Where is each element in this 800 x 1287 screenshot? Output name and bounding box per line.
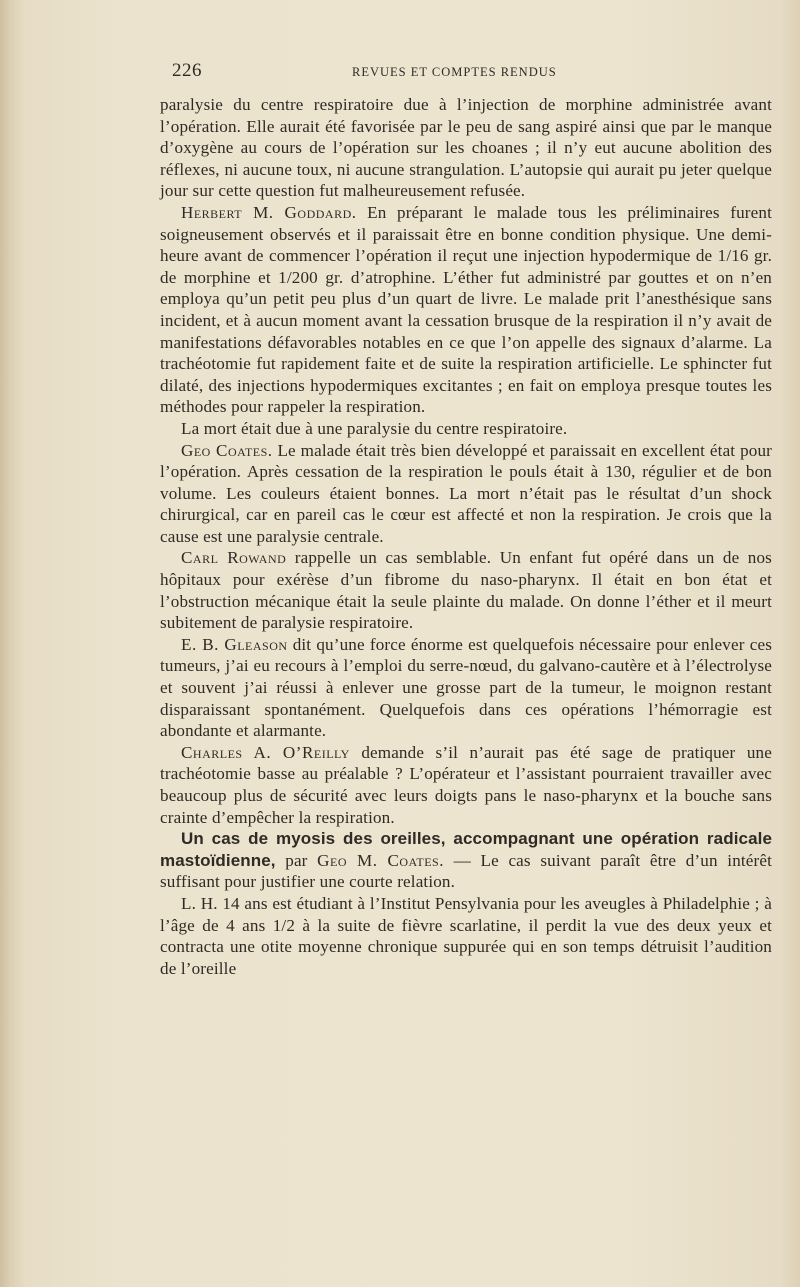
paragraph-text: En préparant le malade tous les préliminaires furent soigneusement observés et il paraissait être en bonne condition physique. Une demi-heure avant de commencer l’opération il reçut une injection hypodermique de 1/16 gr. de morphine et 1/200 gr. d’atrophine. L’éther fut administré par gouttes et on n’en employa qu’un petit peu plus d’un quart de livre. Le malade prit l’anesthésique sans incident, et à aucun moment avant la cessation brusque de la respiration il n’y avait de manifestations défavorables notables en ce que l’on appelle des signaux d’alarme. La trachéotomie fut rapidement faite et de suite la respiration artificielle. Le sphincter fut dilaté, des injections hypodermiques excitantes ; en fait on employa presque toutes les méthodes pour rappeler la respiration. bbox=[160, 202, 772, 417]
speaker-name: Carl Rowand bbox=[181, 548, 287, 568]
speaker-name: Charles A. O’Reilly bbox=[181, 742, 350, 762]
paragraph-text: paralysie du centre respiratoire due à l’injection de morphine administrée avant l’opération. Elle aurait été favorisée par le peu de sang aspiré ainsi que par le manque d’oxygène au cours de l’opération sur les choanes ; il n’y eut aucune abolition des réflexes, ni aucune toux, ni aucune strangulation. L’autopsie qui aurait pu jeter quelque jour sur cette question fut malheureusement refusée. bbox=[160, 95, 772, 201]
paragraph-text: La mort était due à une paralysie du centre respiratoire. bbox=[181, 418, 568, 438]
speaker-name: E. B. Gleason bbox=[181, 634, 288, 654]
speaker-name: Herbert M. Goddard. bbox=[181, 202, 357, 222]
speaker-name: Geo Coates. bbox=[181, 440, 273, 460]
running-head bbox=[172, 60, 598, 84]
paragraph-text: L. H. 14 ans est étudiant à l’Institut Pensylvania pour les aveugles à Philadelphie ; à l’âge de 4 ans 1/2 à la suite de fièvre scarlatine, il perdit la vue des deux yeux et contracta une otite moyenne chronique suppurée qui en son temps détruisit l’audition de l’oreille bbox=[160, 893, 772, 978]
paragraph-coates bbox=[160, 440, 772, 548]
paragraph-continuation bbox=[160, 94, 772, 202]
paragraph-goddard bbox=[160, 202, 772, 418]
paragraph-conclusion bbox=[160, 418, 772, 440]
paragraph-case-description bbox=[160, 893, 772, 979]
paragraph-oreilly bbox=[160, 742, 772, 828]
by-word: par bbox=[275, 850, 318, 870]
paragraph-gleason bbox=[160, 634, 772, 742]
article-body bbox=[160, 94, 772, 979]
paragraph-rowand bbox=[160, 547, 772, 633]
paragraph-text: rappelle un cas semblable. Un enfant fut opéré dans un de nos hôpitaux pour exérèse d’un fibrome du naso-pharynx. Il était en bon état et l’obstruction mécanique était la seule plainte du malade. On donne l’éther et il meurt subitement de paralysie respiratoire. bbox=[160, 548, 772, 633]
paragraph-text: dit qu’une force énorme est quelquefois nécessaire pour enlever ces tumeurs, j’ai eu recours à l’emploi du serre-nœud, du galvano-cautère et à l’électrolyse et souvent j’ai réussi à enlever une grosse part de la tumeur, le moignon restant disparaissant spontanément. Quelquefois dans ces opérations l’hémorragie est abondante et alarmante. bbox=[160, 634, 772, 741]
paragraph-text: Le malade était très bien développé et paraissait en excellent état pour l’opération. Après cessation de la respiration le pouls était à 130, régulier et de bon volume. Les couleurs étaient bonnes. La mort n’était pas le résultat d’un shock chirurgical, car en pareil cas le cœur est affecté et non la respiration. Je crois que la cause est une paralysie centrale. bbox=[160, 440, 773, 546]
page-number: 226 bbox=[172, 60, 202, 81]
paragraph-text: — Le cas suivant paraît être d’un intérêt suffisant pour justifier une courte relation. bbox=[160, 850, 773, 892]
paragraph-case-title bbox=[160, 828, 772, 893]
author-name: Geo M. Coates. bbox=[317, 850, 444, 870]
paragraph-text: demande s’il n’aurait pas été sage de pratiquer une trachéotomie basse au préalable ? L’opérateur et l’assistant pourraient travailler avec beaucoup plus de sécurité avec leurs doigts pans le naso-pharynx et la bouche sans crainte d’empêcher la respiration. bbox=[160, 742, 772, 827]
case-title: Un cas de myosis des oreilles, accompagnant une opération radicale mastoïdienne, bbox=[160, 829, 772, 870]
running-title: REVUES ET COMPTES RENDUS bbox=[352, 65, 557, 79]
